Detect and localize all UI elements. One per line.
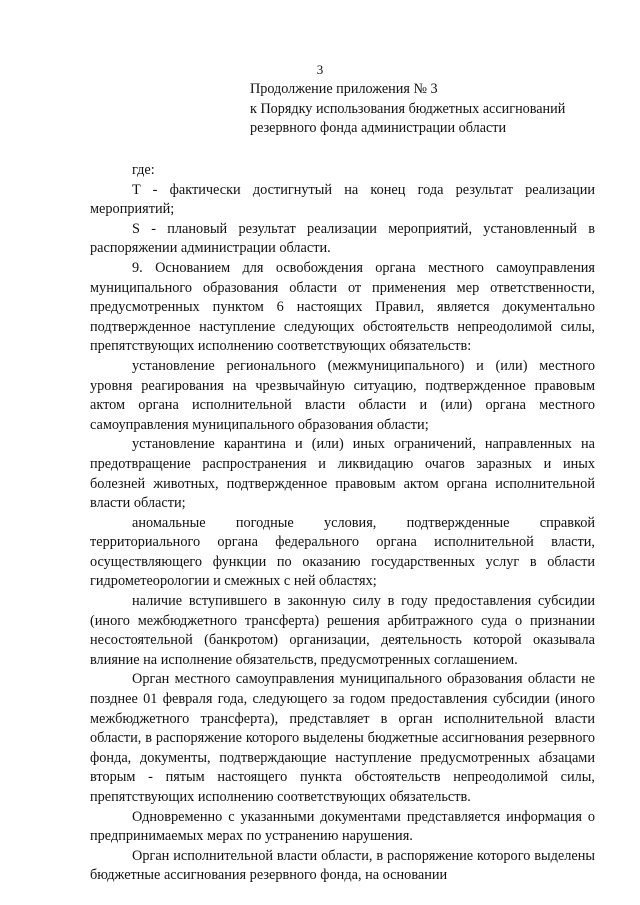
paragraph-emergency: установление регионального (межмуниципального) и (или) местного уровня реагирования на чрезвычайную ситуацию, подтвержденное правовым актом органа исполнительной власти области и (или) органа местного самоуправления муниципального образования области;	[90, 357, 595, 433]
paragraph-measures-info: Одновременно с указанными документами представляется информация о предпринимаемых мерах по устранению нарушения.	[90, 808, 595, 845]
appendix-header	[250, 80, 620, 139]
appendix-header-line-3: резервного фонда администрации области	[250, 120, 507, 136]
document-body	[90, 161, 595, 886]
paragraph-bankruptcy: наличие вступившего в законную силу в году предоставления субсидии (иного межбюджетного трансферта) решения арбитражного суда о признании несостоятельной (банкротом) организации, деятельность которой оказывала влияние на исполнение обязательств, предусмотренных соглашением.	[90, 593, 595, 668]
paragraph-where: где:	[132, 162, 155, 178]
paragraph-t-definition: T - фактически достигнутый на конец года результат реализации мероприятий;	[90, 181, 595, 218]
paragraph-clause-9: 9. Основанием для освобождения органа местного самоуправления муниципального образования области от применения мер ответственности, предусмотренных пунктом 6 настоящих Правил, является документально подтвержденное наступление следующих обстоятельств непреодолимой силы, препятствующих исполнению соответствующих обязательств:	[90, 259, 595, 355]
paragraph-quarantine: установление карантина и (или) иных ограничений, направленных на предотвращение распространения и ликвидацию очагов заразных и иных болезней животных, подтвержденное правовым актом органа исполнительной власти области;	[90, 436, 595, 512]
appendix-header-line-2: к Порядку использования бюджетных ассигнований	[250, 100, 566, 117]
paragraph-submission: Орган местного самоуправления муниципального образования области не позднее 01 февраля года, следующего за годом предоставления субсидии (иного межбюджетного трансферта), представляет в орган исполнительной власти области, в распоряжение которого выделены бюджетные ассигнования резервного фонда, документы, подтверждающие наступление предусмотренных абзацами вторым - пятым настоящего пункта обстоятельств непреодолимой силы, препятствующих исполнению соответствующих обязательств.	[90, 671, 595, 805]
paragraph-executive-body: Орган исполнительной власти области, в распоряжение которого выделены бюджетные ассигнования резервного фонда, на основании	[90, 847, 595, 884]
paragraph-s-definition: S - плановый результат реализации мероприятий, установленный в распоряжении администрации области.	[90, 220, 595, 257]
paragraph-weather: аномальные погодные условия, подтвержденные справкой территориального органа федерального органа исполнительной власти, осуществляющего функции по оказанию государственных услуг в области гидрометеорологии и смежных с ней областях;	[90, 514, 595, 590]
appendix-header-line-1: Продолжение приложения № 3	[250, 81, 438, 97]
page-number: 3	[316, 62, 324, 77]
